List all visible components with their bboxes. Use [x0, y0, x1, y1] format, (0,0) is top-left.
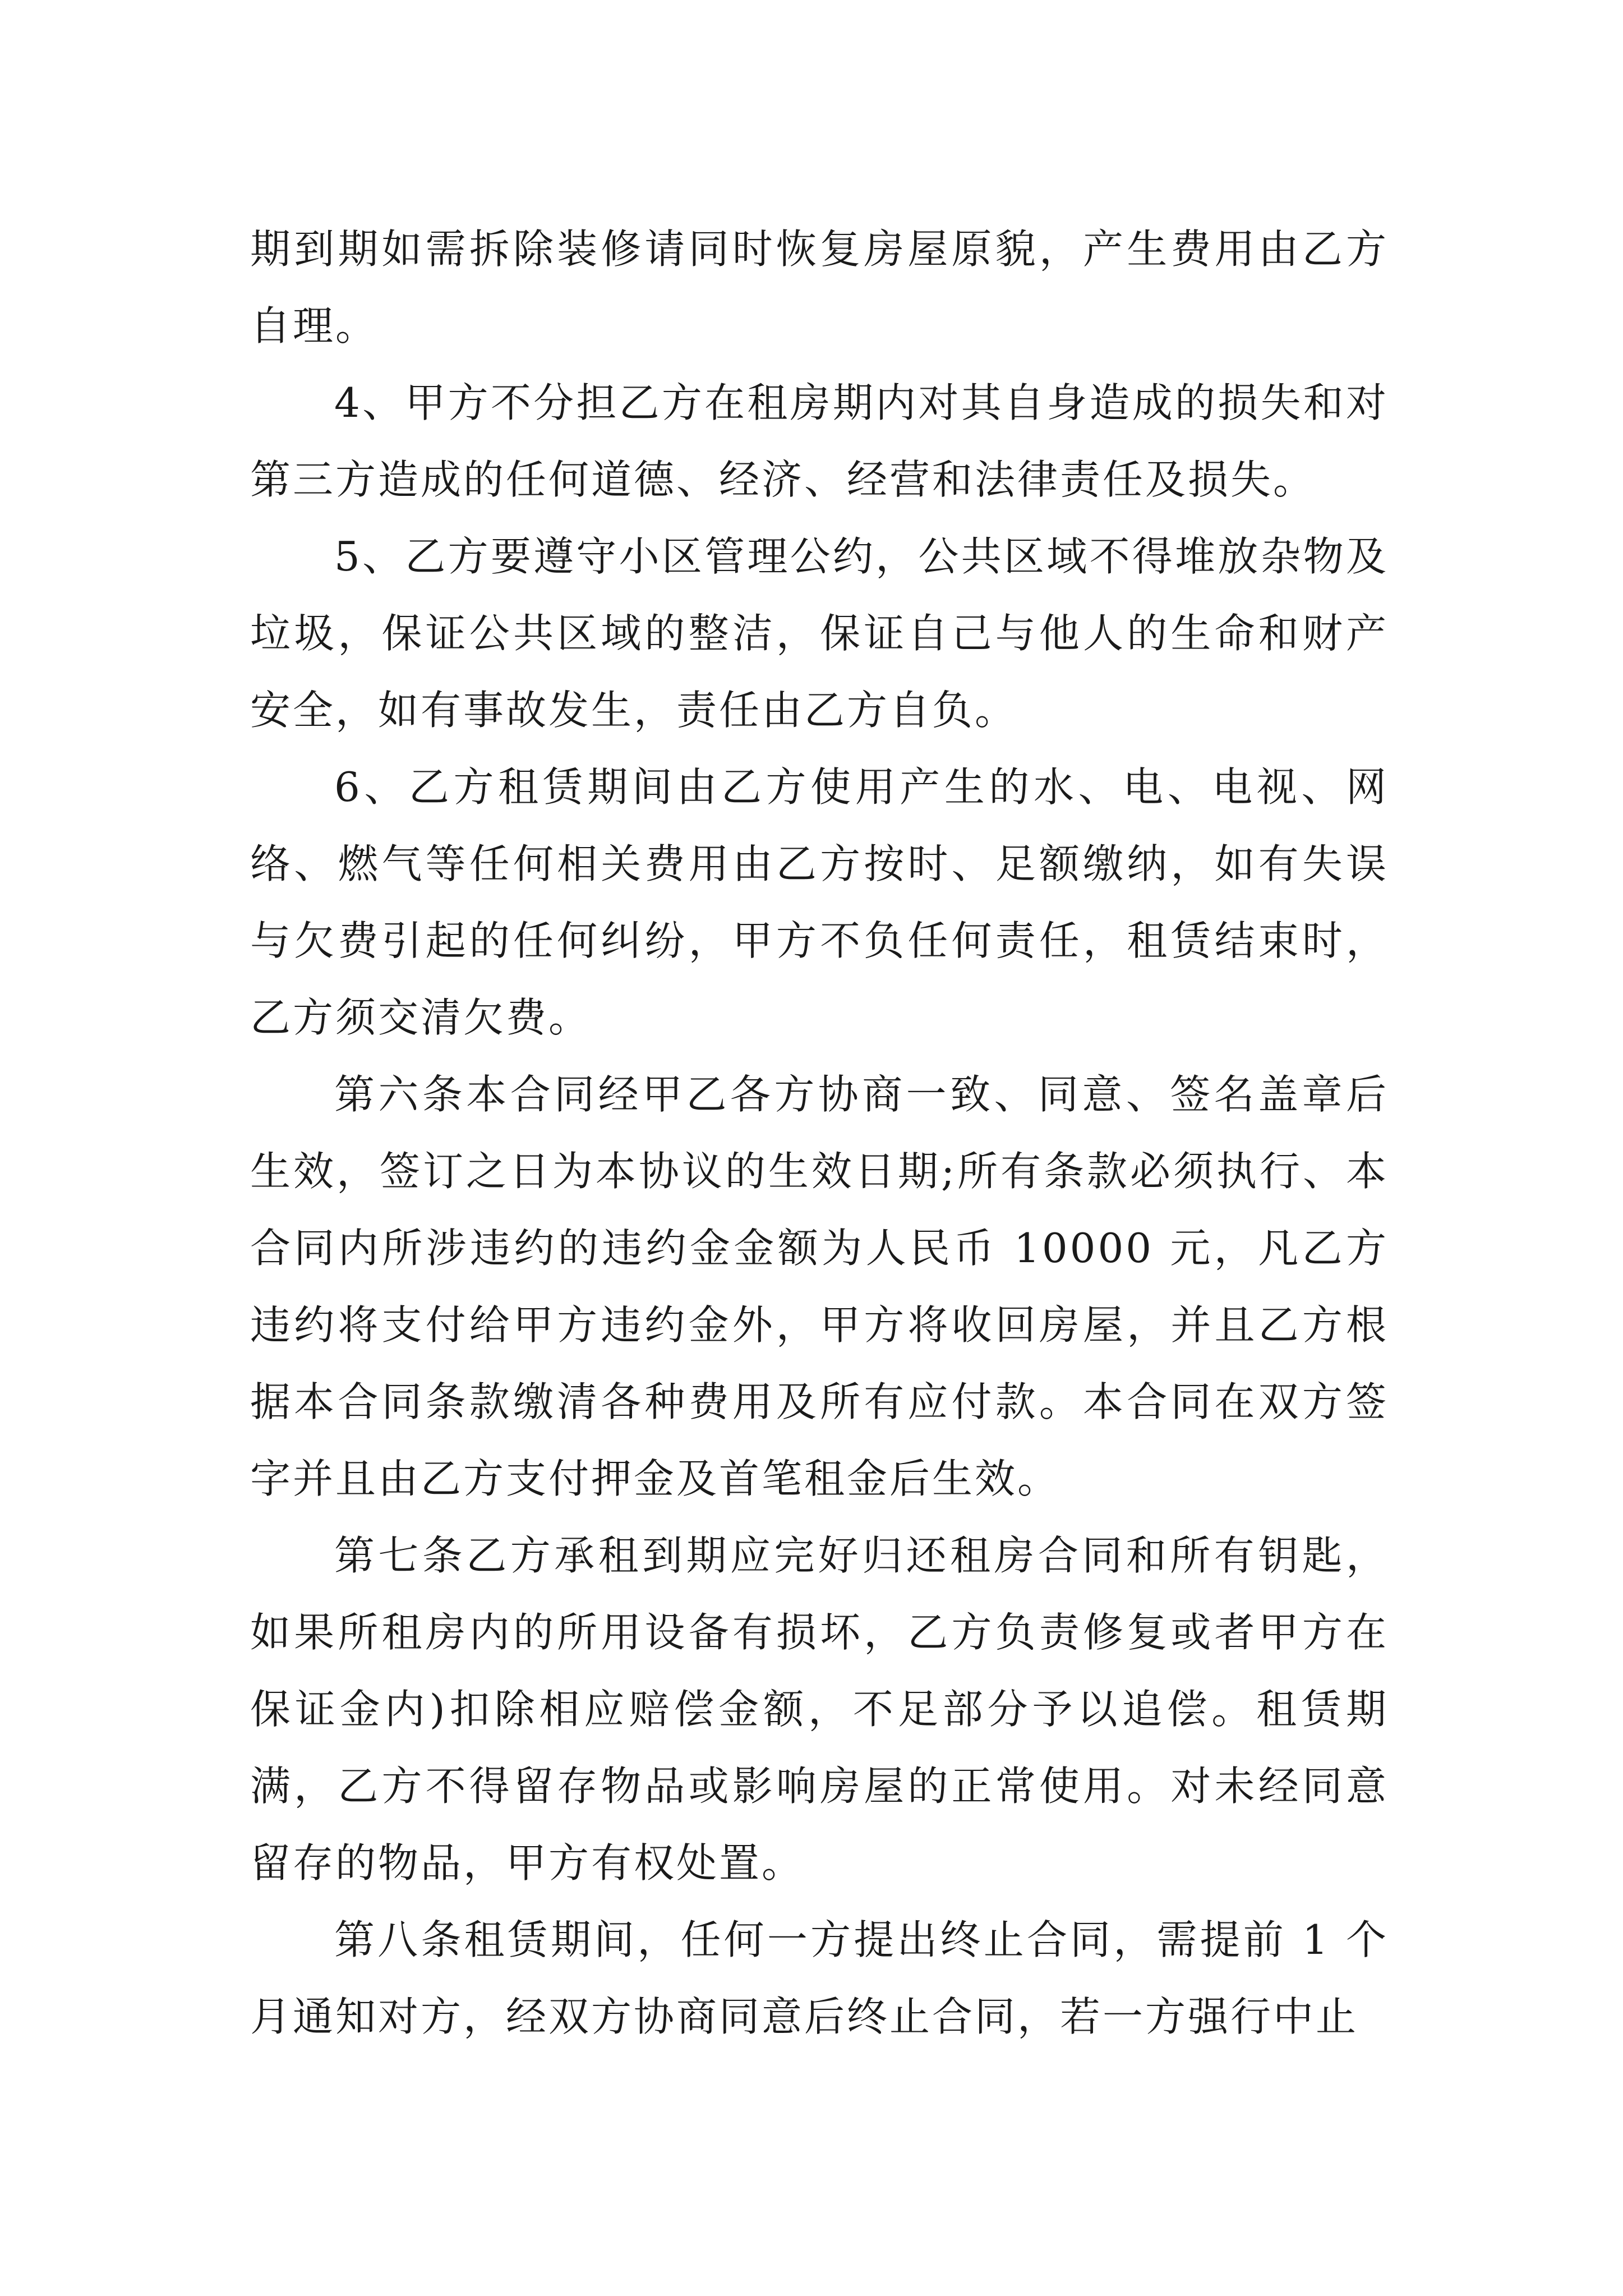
document-body — [250, 211, 1389, 2055]
paragraph-continuation: 期到期如需拆除装修请同时恢复房屋原貌，产生费用由乙方自理。 — [250, 226, 1389, 349]
paragraph-article-7: 第七条乙方承租到期应完好归还租房合同和所有钥匙，如果所租房内的所用设备有损坏，乙方负责修复或者甲方在保证金内)扣除相应赔偿金额，不足部分予以追偿。租赁期满，乙方不得留存物品或影响房屋的正常使用。对未经同意留存的物品，甲方有权处置。 — [250, 1532, 1389, 1887]
paragraph-clause-5: 5、乙方要遵守小区管理公约，公共区域不得堆放杂物及垃圾，保证公共区域的整洁，保证自己与他人的生命和财产安全，如有事故发生，责任由乙方自负。 — [250, 533, 1389, 734]
paragraph-clause-6: 6、乙方租赁期间由乙方使用产生的水、电、电视、网络、燃气等任何相关费用由乙方按时、足额缴纳，如有失误与欠费引起的任何纠纷，甲方不负任何责任，租赁结束时，乙方须交清欠费。 — [250, 763, 1389, 1041]
paragraph-article-8: 第八条租赁期间，任何一方提出终止合同，需提前 1 个月通知对方，经双方协商同意后终止合同，若一方强行中止 — [250, 1916, 1389, 2040]
paragraph-clause-4: 4、甲方不分担乙方在租房期内对其自身造成的损失和对第三方造成的任何道德、经济、经营和法律责任及损失。 — [250, 379, 1389, 503]
paragraph-article-6: 第六条本合同经甲乙各方协商一致、同意、签名盖章后生效，签订之日为本协议的生效日期;所有条款必须执行、本合同内所涉违约的违约金金额为人民币 10000 元，凡乙方违约将支付给甲方违约金外，甲方将收回房屋，并且乙方根据本合同条款缴清各种费用及所有应付款。本合同在双方签字并且由乙方支付押金及首笔租金后生效。 — [250, 1071, 1389, 1502]
